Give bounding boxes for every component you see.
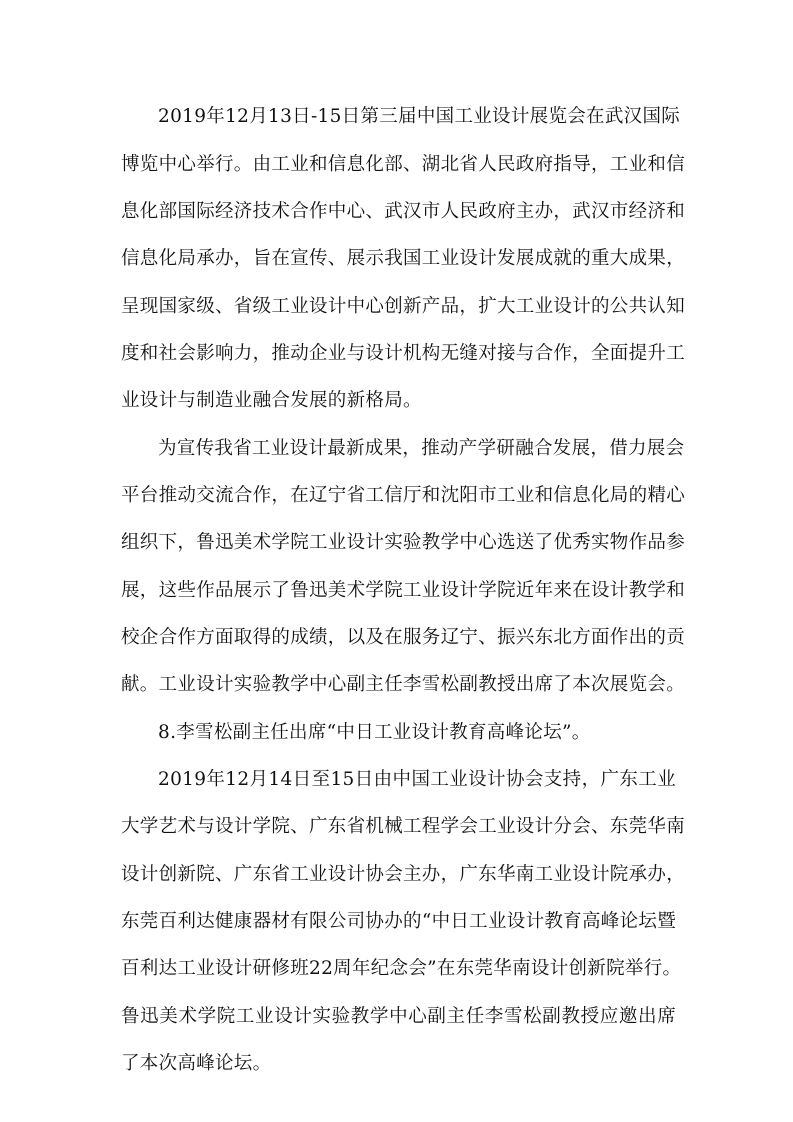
paragraph-3-line-7: 了本次高峰论坛。 bbox=[121, 1053, 272, 1074]
paragraph-3-line-5: 百利达工业设计研修班22周年纪念会”在东莞华南设计创新院举行。 bbox=[121, 958, 682, 979]
paragraph-1-line-1: 2019年12月13日-15日第三届中国工业设计展览会在武汉国际 bbox=[158, 106, 681, 127]
paragraph-2-line-5: 校企合作方面取得的成绩，以及在服务辽宁、振兴东北方面作出的贡 bbox=[121, 627, 686, 648]
paragraph-2-line-2: 平台推动交流合作，在辽宁省工信厅和沈阳市工业和信息化局的精心 bbox=[121, 485, 686, 506]
paragraph-3-line-2: 大学艺术与设计学院、广东省机械工程学会工业设计分会、东莞华南 bbox=[121, 816, 686, 837]
paragraph-3-line-6: 鲁迅美术学院工业设计实验教学中心副主任李雪松副教授应邀出席 bbox=[121, 1006, 676, 1027]
paragraph-2-line-1: 为宣传我省工业设计最新成果，推动产学研融合发展，借力展会 bbox=[158, 438, 685, 459]
section-heading: 8.李雪松副主任出席“中日工业设计教育高峰论坛”。 bbox=[158, 722, 591, 743]
paragraph-1-line-7: 业设计与制造业融合发展的新格局。 bbox=[121, 390, 422, 411]
paragraph-3-line-3: 设计创新院、广东省工业设计协会主办，广东华南工业设计院承办， bbox=[121, 864, 686, 885]
paragraph-1-line-6: 度和社会影响力，推动企业与设计机构无缝对接与合作，全面提升工 bbox=[121, 343, 686, 364]
paragraph-1-line-4: 信息化局承办，旨在宣传、展示我国工业设计发展成就的重大成果， bbox=[121, 248, 686, 269]
paragraph-2-line-3: 组织下，鲁迅美术学院工业设计实验教学中心选送了优秀实物作品参 bbox=[121, 532, 686, 553]
paragraph-3-line-4: 东莞百利达健康器材有限公司协办的“中日工业设计教育高峰论坛暨 bbox=[121, 911, 676, 932]
paragraph-1-line-5: 呈现国家级、省级工业设计中心创新产品，扩大工业设计的公共认知 bbox=[121, 296, 686, 317]
paragraph-1-line-3: 息化部国际经济技术合作中心、武汉市人民政府主办，武汉市经济和 bbox=[121, 201, 686, 222]
paragraph-1-line-2: 博览中心举行。由工业和信息化部、湖北省人民政府指导，工业和信 bbox=[121, 154, 686, 175]
paragraph-2-line-6: 献。工业设计实验教学中心副主任李雪松副教授出席了本次展览会。 bbox=[121, 674, 686, 695]
paragraph-3-line-1: 2019年12月14日至15日由中国工业设计协会支持，广东工业 bbox=[158, 769, 676, 790]
paragraph-2-line-4: 展，这些作品展示了鲁迅美术学院工业设计学院近年来在设计教学和 bbox=[121, 580, 686, 601]
